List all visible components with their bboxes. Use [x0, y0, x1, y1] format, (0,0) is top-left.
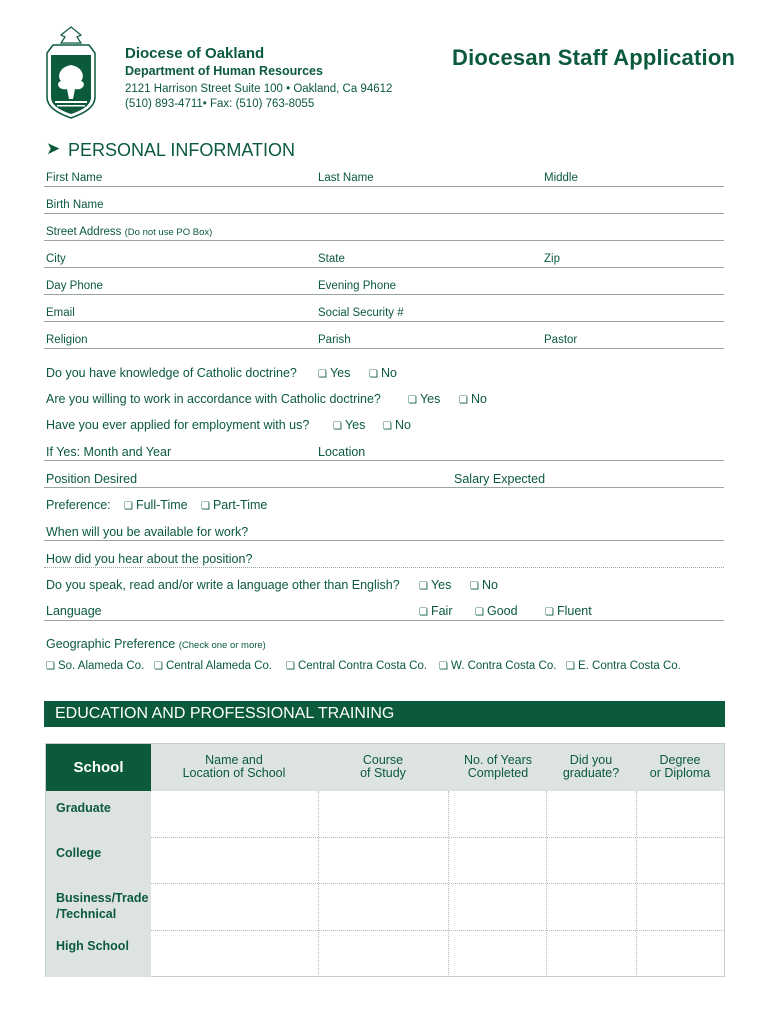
geo-central-contra-costa-checkbox[interactable]: ❏ Central Contra Costa Co.	[286, 660, 427, 672]
arrow-icon: ➤	[46, 139, 61, 158]
available-label: When will you be available for work?	[46, 525, 249, 539]
if-yes-label: If Yes: Month and Year	[46, 445, 172, 459]
first-name-label: First Name	[46, 172, 103, 184]
education-heading: EDUCATION AND PROFESSIONAL TRAINING	[44, 701, 725, 727]
day-phone-label: Day Phone	[46, 280, 103, 292]
hear-field-line[interactable]	[44, 567, 724, 568]
language-label: Language	[46, 604, 102, 618]
position-field-line[interactable]	[44, 487, 724, 488]
city-field-line[interactable]	[44, 267, 724, 268]
degree-header	[636, 754, 724, 780]
col-divider	[546, 791, 547, 977]
street-label-text: Street Address	[46, 226, 122, 238]
org-phone: (510) 893-4711• Fax: (510) 763-8055	[125, 98, 315, 110]
state-label: State	[318, 253, 345, 265]
row-divider	[151, 883, 724, 884]
geo-e-contra-costa-checkbox[interactable]: ❏ E. Contra Costa Co.	[566, 660, 681, 672]
course-header-line-1: Course	[362, 753, 404, 767]
col-divider	[636, 791, 637, 977]
name-location-header-line-1: Name and	[205, 753, 263, 767]
language-no-checkbox[interactable]: ❏ No	[470, 578, 498, 592]
name-location-header	[154, 754, 314, 780]
street-field-line[interactable]	[44, 240, 724, 241]
city-label: City	[46, 253, 66, 265]
geo-w-contra-costa-checkbox[interactable]: ❏ W. Contra Costa Co.	[439, 660, 556, 672]
catholic-work-question: Are you willing to work in accordance with Catholic doctrine?	[46, 392, 381, 406]
row-divider	[151, 930, 724, 931]
col-divider	[318, 791, 319, 977]
school-header: School	[46, 744, 151, 791]
degree-header-line-1: Degree	[659, 753, 701, 767]
salary-label: Salary Expected	[454, 472, 546, 486]
street-note: (Do not use PO Box)	[124, 227, 213, 238]
geo-note: (Check one or more)	[178, 640, 266, 651]
geo-so-alameda-checkbox[interactable]: ❏ So. Alameda Co.	[46, 660, 144, 672]
graduate-header	[546, 754, 636, 780]
middle-label: Middle	[544, 172, 578, 184]
org-name: Diocese of Oakland	[125, 45, 265, 62]
language-question: Do you speak, read and/or write a language other than English?	[46, 578, 400, 592]
col-divider	[448, 791, 449, 977]
course-header-line-2: of Study	[360, 766, 406, 780]
email-field-line[interactable]	[44, 321, 724, 322]
available-field-line[interactable]	[44, 540, 724, 541]
zip-label: Zip	[544, 253, 560, 265]
form-title: Diocesan Staff Application	[452, 45, 736, 70]
preference-label: Preference:	[46, 498, 111, 512]
language-yes-checkbox[interactable]: ❏ Yes	[419, 578, 451, 592]
evening-phone-label: Evening Phone	[318, 280, 397, 292]
geo-label	[46, 637, 266, 651]
row-label-business-trade: Business/Trade	[56, 891, 149, 905]
phone-field-line[interactable]	[44, 294, 724, 295]
dept-name: Department of Human Resources	[125, 64, 323, 78]
hear-label: How did you hear about the position?	[46, 552, 253, 566]
language-field-line[interactable]	[44, 620, 724, 621]
geo-central-alameda-checkbox[interactable]: ❏ Central Alameda Co.	[154, 660, 272, 672]
catholic-doctrine-question: Do you have knowledge of Catholic doctrine?	[46, 366, 297, 380]
graduate-header-line-1: Did you	[569, 753, 613, 767]
row-label-technical: /Technical	[56, 907, 117, 921]
education-table	[45, 743, 725, 977]
religion-field-line[interactable]	[44, 348, 724, 349]
applied-before-question: Have you ever applied for employment with us?	[46, 418, 310, 432]
degree-header-line-2: or Diploma	[649, 766, 711, 780]
geo-label-text: Geographic Preference	[46, 637, 176, 651]
personal-info-heading: PERSONAL INFORMATION	[68, 140, 296, 160]
position-label: Position Desired	[46, 472, 138, 486]
years-header	[448, 754, 548, 780]
fluent-checkbox[interactable]: ❏ Fluent	[545, 604, 592, 618]
good-checkbox[interactable]: ❏ Good	[475, 604, 518, 618]
ssn-label: Social Security #	[318, 307, 404, 319]
row-label-graduate: Graduate	[56, 801, 111, 815]
full-time-checkbox[interactable]: ❏ Full-Time	[124, 498, 188, 512]
row-label-high-school: High School	[56, 939, 129, 953]
applied-before-no-checkbox[interactable]: ❏ No	[383, 418, 411, 432]
diocese-logo	[41, 25, 101, 120]
row-divider	[151, 837, 724, 838]
org-address: 2121 Harrison Street Suite 100 • Oakland, Ca 94612	[125, 83, 393, 95]
years-header-line-2: Completed	[467, 766, 529, 780]
email-label: Email	[46, 307, 75, 319]
catholic-doctrine-no-checkbox[interactable]: ❏ No	[369, 366, 397, 380]
name-field-line[interactable]	[44, 186, 724, 187]
last-name-label: Last Name	[318, 172, 374, 184]
religion-label: Religion	[46, 334, 88, 346]
name-location-header-line-2: Location of School	[182, 766, 286, 780]
birth-name-label: Birth Name	[46, 199, 104, 211]
catholic-doctrine-yes-checkbox[interactable]: ❏ Yes	[318, 366, 350, 380]
street-label	[46, 226, 212, 238]
course-header	[318, 754, 448, 780]
parish-label: Parish	[318, 334, 351, 346]
part-time-checkbox[interactable]: ❏ Part-Time	[201, 498, 267, 512]
if-yes-field-line[interactable]	[44, 460, 724, 461]
catholic-work-no-checkbox[interactable]: ❏ No	[459, 392, 487, 406]
years-header-line-1: No. of Years	[463, 753, 533, 767]
applied-before-yes-checkbox[interactable]: ❏ Yes	[333, 418, 365, 432]
catholic-work-yes-checkbox[interactable]: ❏ Yes	[408, 392, 440, 406]
graduate-header-line-2: graduate?	[562, 766, 620, 780]
row-label-college: College	[56, 846, 102, 860]
birth-name-field-line[interactable]	[44, 213, 724, 214]
location-label: Location	[318, 445, 366, 459]
pastor-label: Pastor	[544, 334, 578, 346]
fair-checkbox[interactable]: ❏ Fair	[419, 604, 453, 618]
